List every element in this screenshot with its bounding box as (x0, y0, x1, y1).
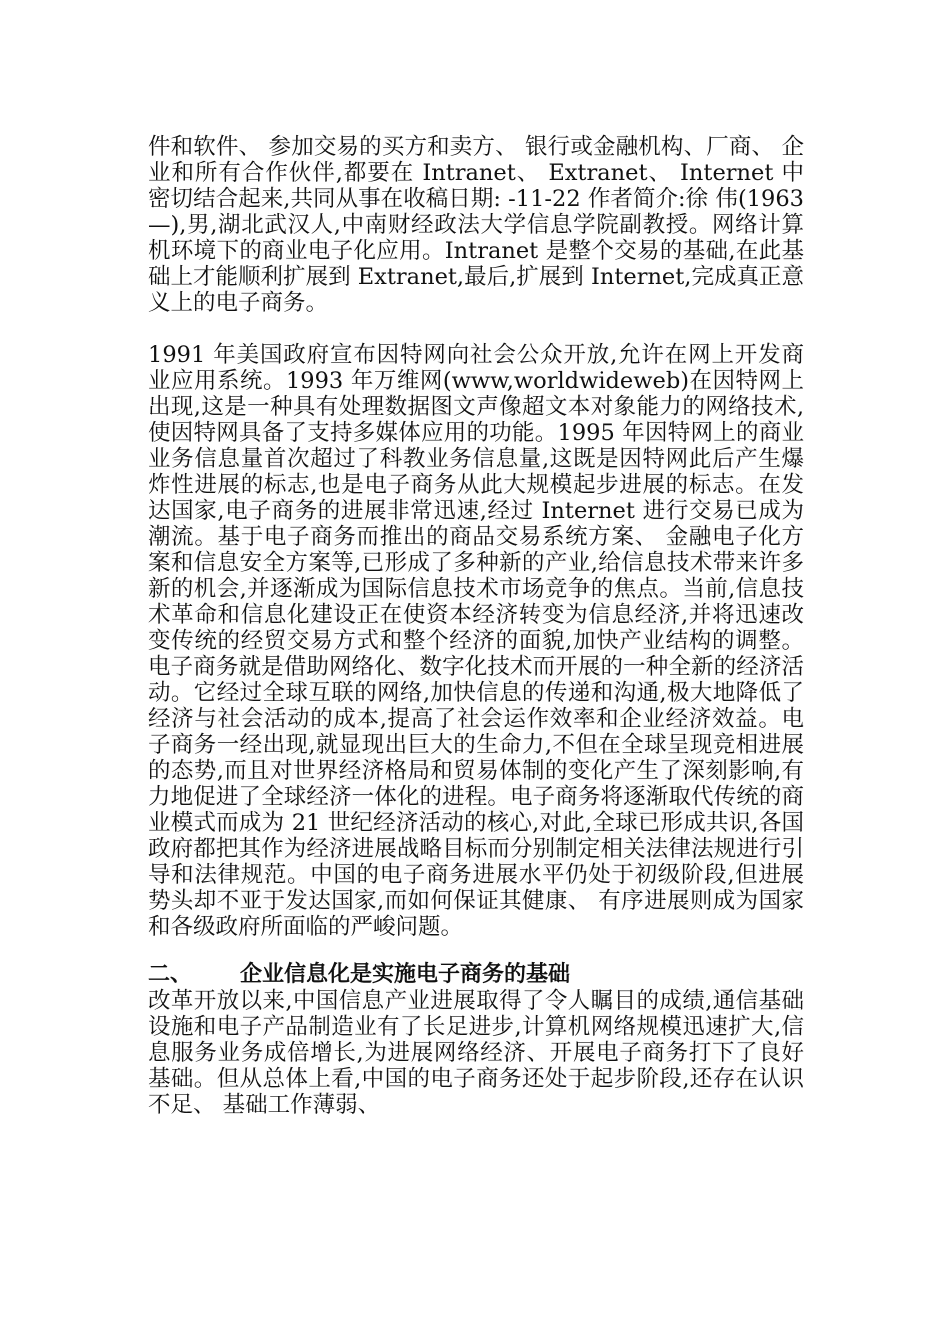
paragraph-3: 改革开放以来,中国信息产业进展取得了令人瞩目的成绩,通信基础设施和电子产品制造业有了长足进步,计算机网络规模迅速扩大,信息服务业务成倍增长,为进展网络经济、开展电子商务打下了良好基础。但从总体上看,中国的电子商务还处于起步阶段,还存在认识不足、 基础工作薄弱、 (148, 988, 804, 1118)
section-heading (148, 962, 804, 988)
paragraph-2: 1991 年美国政府宣布因特网向社会公众开放,允许在网上开发商业应用系统。1993 年万维网(www,worldwideweb)在因特网上出现,这是一种具有处理数据图文声像超文本对象能力的网络技术,使因特网具备了支持多媒体应用的功能。1995 年因特网上的商业业务信息量首次超过了科教业务信息量,这既是因特网此后产生爆炸性进展的标志,也是电子商务从此大规模起步进展的标志。在发达国家,电子商务的进展非常迅速,经过 Internet 进行交易已成为潮流。基于电子商务而推出的商品交易系统方案、 金融电子化方案和信息安全方案等,已形成了多种新的产业,给信息技术带来许多新的机会,并逐渐成为国际信息技术市场竞争的焦点。当前,信息技术革命和信息化建设正在使资本经济转变为信息经济,并将迅速改变传统的经贸交易方式和整个经济的面貌,加快产业结构的调整。电子商务就是借助网络化、数字化技术而开展的一种全新的经济活动。它经过全球互联的网络,加快信息的传递和沟通,极大地降低了经济与社会活动的成本,提高了社会运作效率和企业经济效益。电子商务一经出现,就显现出巨大的生命力,不但在全球呈现竞相进展的态势,而且对世界经济格局和贸易体制的变化产生了深刻影响,有力地促进了全球经济一体化的进程。电子商务将逐渐取代传统的商业模式而成为 21 世纪经济活动的核心,对此,全球已形成共识,各国政府都把其作为经济进展战略目标而分别制定相关法律法规进行引导和法律规范。中国的电子商务进展水平仍处于初级阶段,但进展势头却不亚于发达国家,而如何保证其健康、 有序进展则成为国家和各级政府所面临的严峻问题。 (148, 342, 804, 940)
paragraph-1: 件和软件、 参加交易的买方和卖方、 银行或金融机构、厂商、 企业和所有合作伙伴,都要在 Intranet、 Extranet、 Internet 中密切结合起来,共同从事在收稿日期: -11-22 作者简介:徐 伟(1963—),男,湖北武汉人,中南财经政法大学信息学院副教授。网络计算机环境下的商业电子化应用。Intranet 是整个交易的基础,在此基础上才能顺利扩展到 Extranet,最后,扩展到 Internet,完成真正意义上的电子商务。 (148, 134, 804, 316)
document-body (148, 134, 804, 1118)
section-heading-title: 企业信息化是实施电子商务的基础 (240, 962, 571, 987)
section-heading-number: 二、 (148, 962, 193, 987)
